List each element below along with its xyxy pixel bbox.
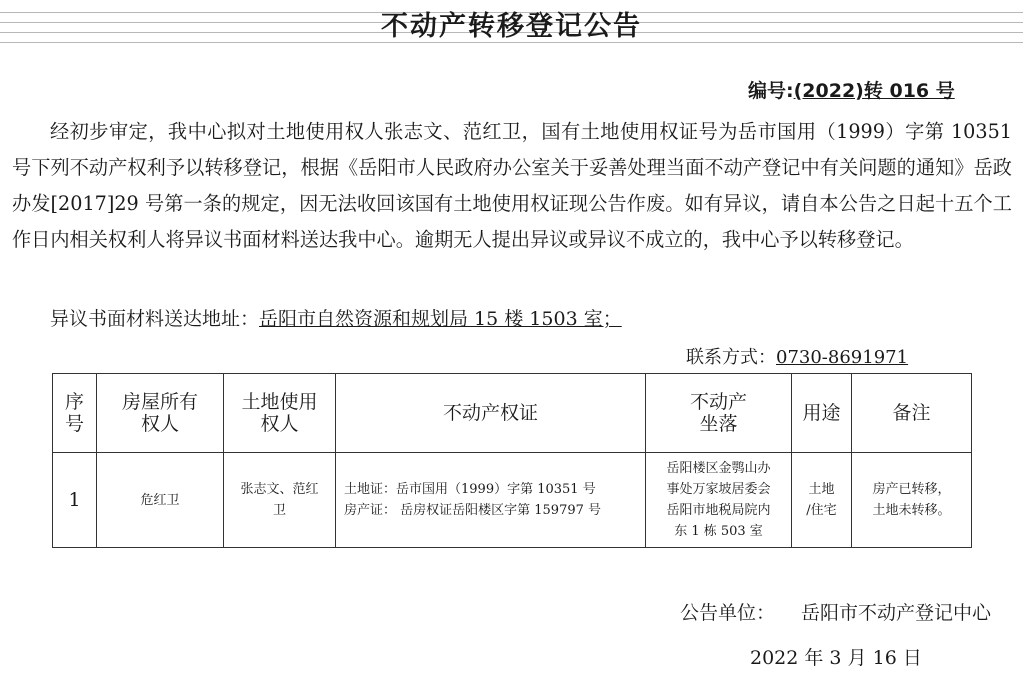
issuing-unit [680,598,991,625]
cell-usage: 土地 /住宅 [792,453,852,548]
issue-date: 2022 年 3 月 16 日 [750,647,922,669]
header-remark: 备注 [852,374,972,453]
contact-phone: 0730-8691971 [776,347,909,368]
header-location: 不动产 坐落 [646,374,792,453]
cell-seq: 1 [53,453,97,548]
address-value: 岳阳市自然资源和规划局 15 楼 1503 室； [259,308,622,330]
header-land-user: 土地使用 权人 [224,374,336,453]
contact-info [686,343,908,369]
house-cert: 房产证： 岳房权证岳阳楼区字第 159797 号 [344,503,602,518]
table-row [53,453,972,548]
issuer-label: 公告单位： [680,602,776,624]
cell-location: 岳阳楼区金鹗山办 事处万家坡居委会 岳阳市地税局院内 东 1 栋 503 室 [646,453,792,548]
issuer-name: 岳阳市不动产登记中心 [801,602,992,624]
header-owner: 房屋所有 权人 [97,374,224,453]
cell-owner: 危红卫 [97,453,224,548]
notice-title: 不动产转移登记公告 [381,11,642,42]
header-seq: 序 号 [53,374,97,453]
table-header-row [53,374,972,453]
objection-address [50,304,622,331]
property-table [52,373,972,548]
doc-number-value: (2022)转 016 号 [793,80,955,102]
header-cert: 不动产权证 [336,374,646,453]
cell-remark: 房产已转移， 土地未转移。 [852,453,972,548]
contact-label: 联系方式： [686,347,776,368]
cell-land-user: 张志文、范红 卫 [224,453,336,548]
notice-body: 经初步审定，我中心拟对土地使用权人张志文、范红卫，国有土地使用权证号为岳市国用（1999）字第 10351 号下列不动产权利予以转移登记，根据《岳阳市人民政府办公室关于妥善处理当面不动产登记中有关问题的通知》岳政办发[2017]29 号第一条的规定，因无法收回该国有土地使用权证现公告作废。如有异议，请自本公告之日起十五个工作日内相关权利人将异议书面材料送达我中心。逾期无人提出异议或异议不成立的，我中心予以转移登记。 [12,120,1012,251]
doc-number-label: 编号: [748,80,794,102]
land-cert: 土地证：岳市国用（1999）字第 10351 号 [344,482,596,497]
doc-number [748,76,955,103]
cell-cert [336,453,646,548]
header-usage: 用途 [792,374,852,453]
address-label: 异议书面材料送达地址： [50,308,260,330]
